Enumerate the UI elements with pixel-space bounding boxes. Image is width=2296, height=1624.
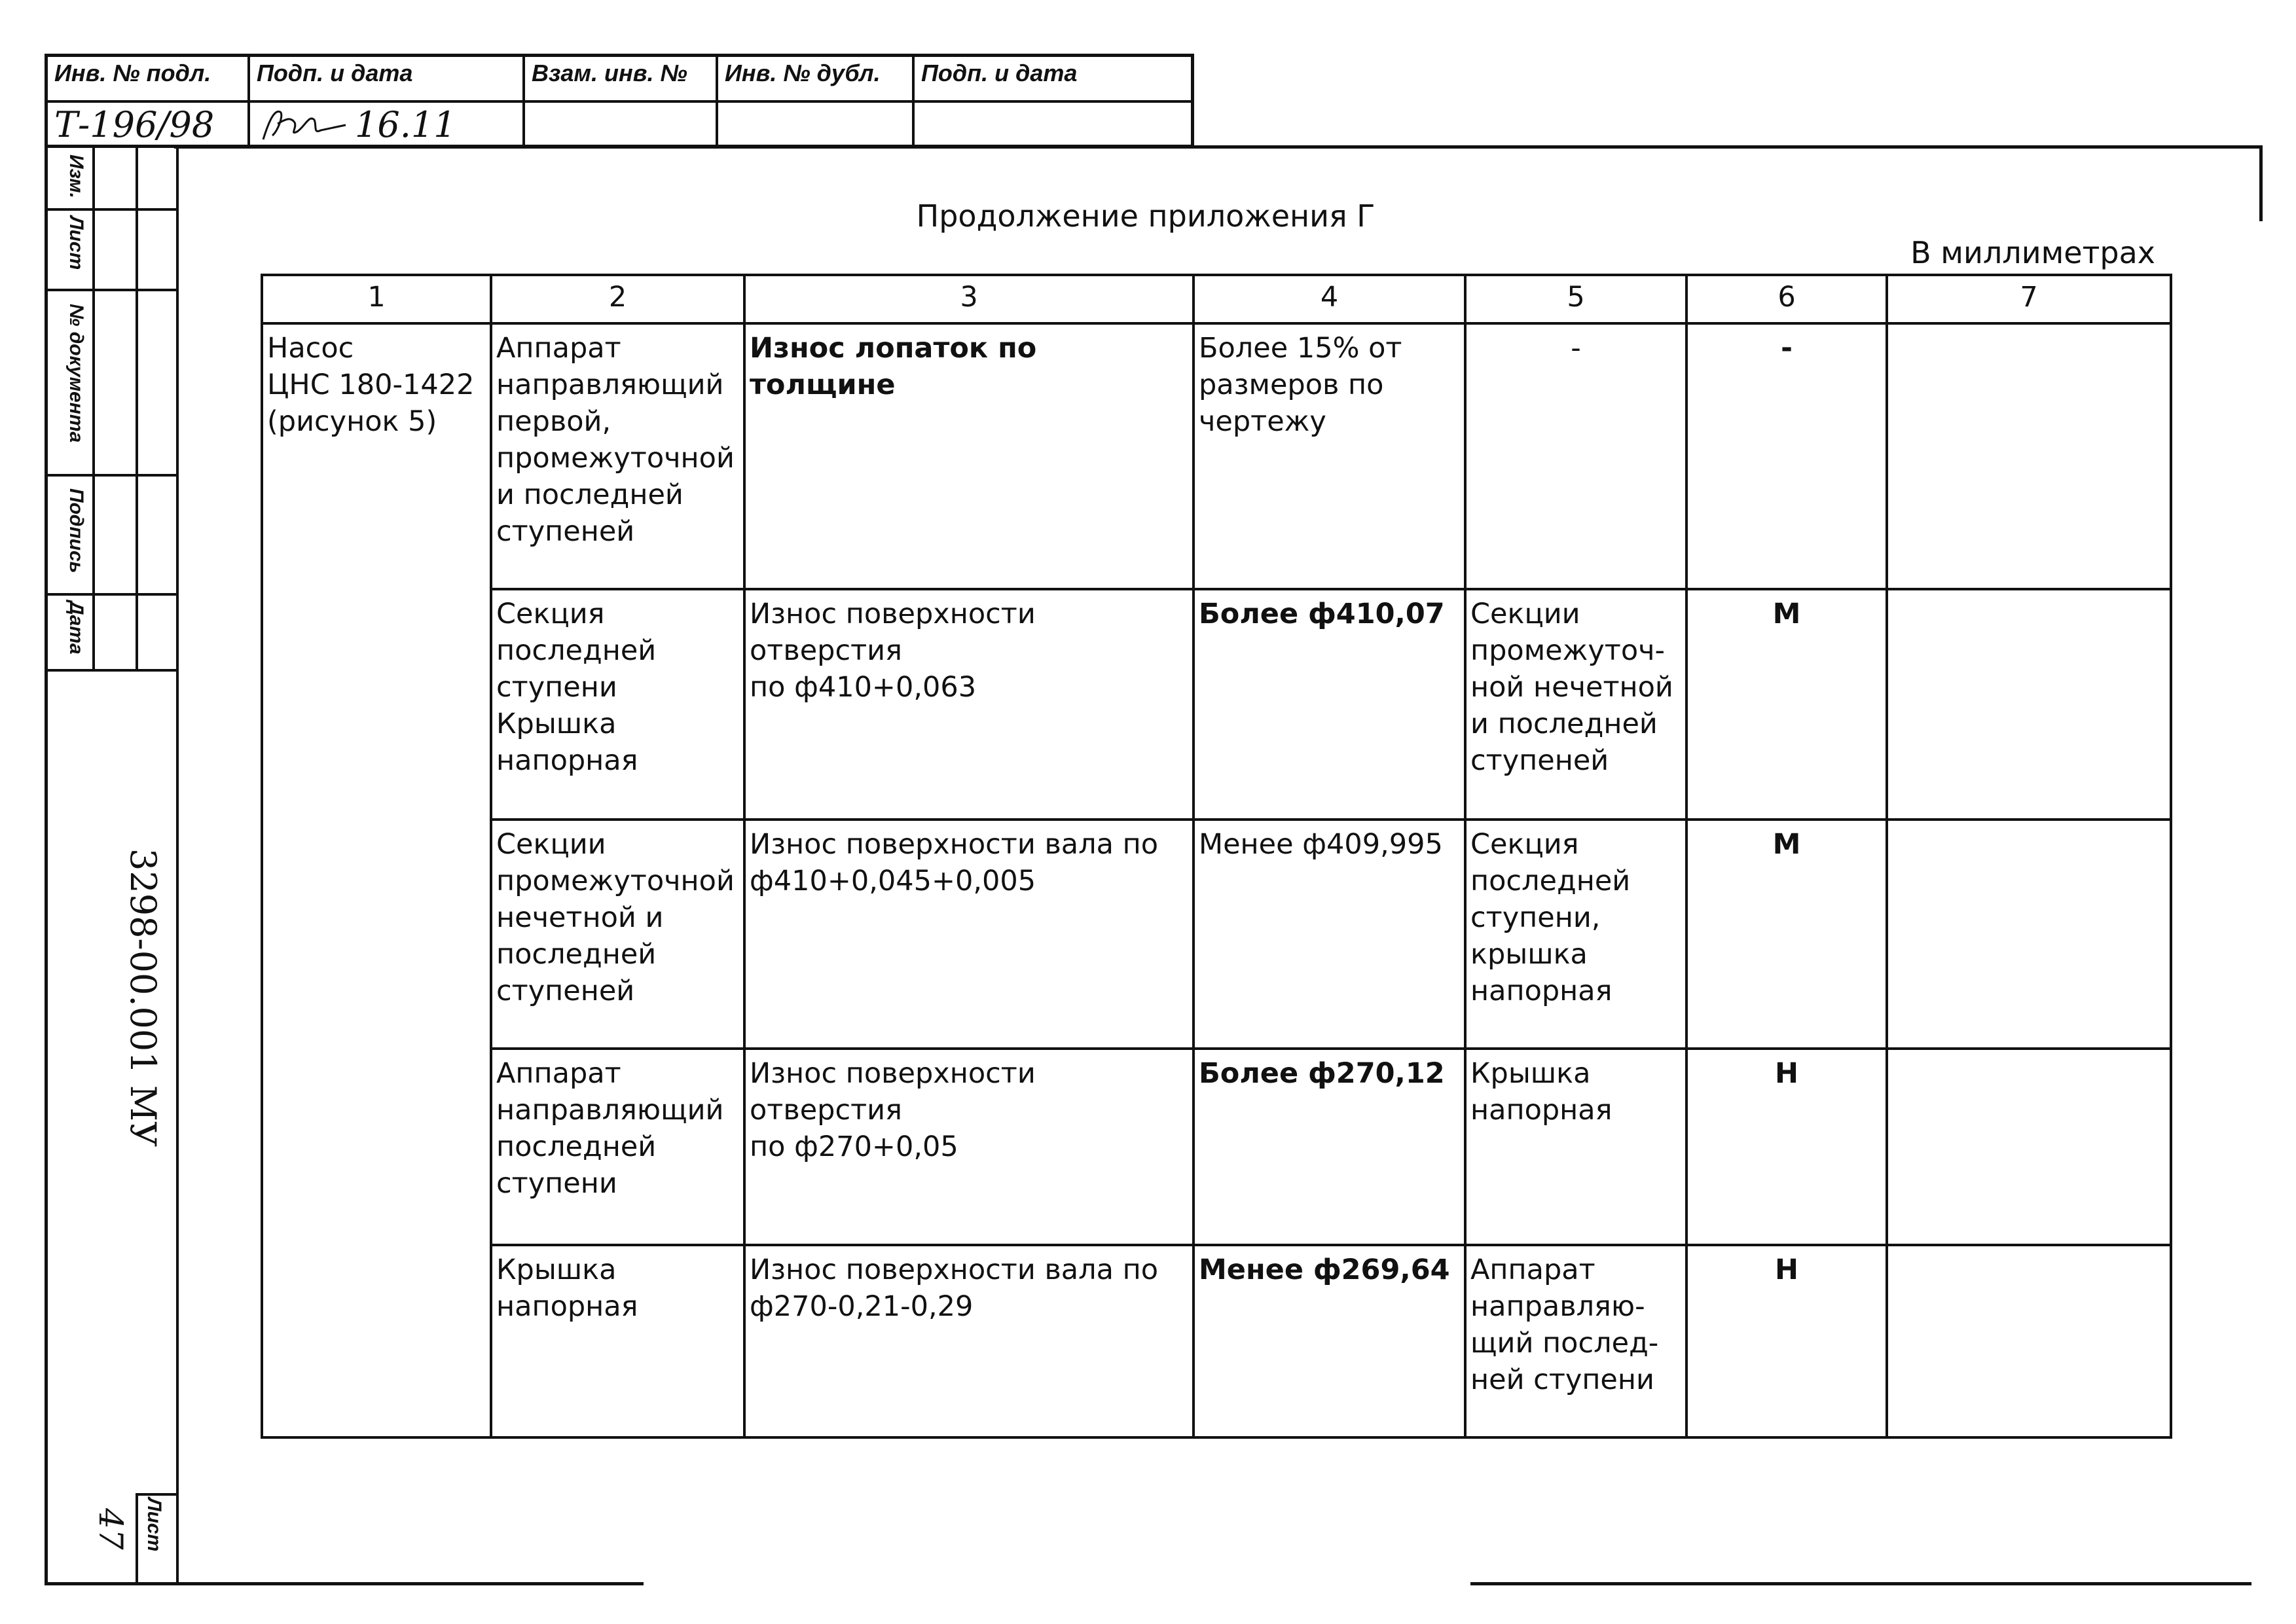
page-title: Продолжение приложения Г	[916, 198, 1376, 234]
header-row	[262, 275, 2171, 323]
criterion-cell: Более ф410,07	[1194, 589, 1465, 820]
column-header: 5	[1465, 275, 1686, 323]
inventory-number: Т-196/98	[54, 104, 215, 145]
note-cell	[1887, 323, 2171, 589]
part-cell: Крышка напорная	[491, 1245, 744, 1437]
column-header: 7	[1887, 275, 2171, 323]
signature-date-cell	[250, 103, 522, 145]
column-header: 1	[262, 275, 491, 323]
criterion-cell: Менее ф269,64	[1194, 1245, 1465, 1437]
column-header: 2	[491, 275, 744, 323]
strip-divider	[136, 148, 138, 669]
mating-part-cell: -	[1465, 323, 1686, 589]
strip-divider	[48, 593, 179, 596]
mating-part-cell: Секция последней ступени, крышка напорная	[1465, 820, 1686, 1049]
criterion-cell: Более ф270,12	[1194, 1049, 1465, 1245]
stamp-header-inv-dup: Инв. № дубл.	[725, 60, 881, 86]
approval-stamp-table	[45, 54, 1194, 148]
strip-divider	[48, 474, 179, 477]
method-mark-cell: Н	[1686, 1049, 1887, 1245]
mating-part-cell: Аппарат направляю- щий послед- ней ступени	[1465, 1245, 1686, 1437]
strip-divider	[136, 1493, 179, 1496]
units-note: В миллиметрах	[1910, 235, 2155, 270]
part-cell: Секция последней ступени Крышка напорная	[491, 589, 744, 820]
strip-label-signature: Подпись	[65, 488, 87, 573]
criterion-cell: Менее ф409,995	[1194, 820, 1465, 1049]
stamp-header-sign-date: Подп. и дата	[257, 60, 413, 86]
table-row	[262, 323, 2171, 589]
frame-bottom-line-right	[1470, 1582, 2251, 1585]
note-cell	[1887, 1049, 2171, 1245]
column-header: 6	[1686, 275, 1887, 323]
strip-divider	[136, 1493, 138, 1585]
stamp-header-replace-inv: Взам. инв. №	[532, 60, 687, 86]
strip-divider	[48, 208, 179, 211]
method-mark-cell: М	[1686, 820, 1887, 1049]
mating-part-cell: Крышка напорная	[1465, 1049, 1686, 1245]
equipment-cell: Насос ЦНС 180-1422 (рисунок 5)	[262, 323, 491, 1437]
defect-cell: Износ лопаток по толщине	[744, 323, 1194, 589]
stamp-header-sign-date-2: Подп. и дата	[921, 60, 1078, 86]
mating-part-cell: Секции промежуточ- ной нечетной и последней ступеней	[1465, 589, 1686, 820]
method-mark-cell: Н	[1686, 1245, 1887, 1437]
defect-cell: Износ поверхности отверстия по ф410+0,063	[744, 589, 1194, 820]
part-cell: Аппарат направляющий последней ступени	[491, 1049, 744, 1245]
frame-bottom-line-left	[45, 1582, 644, 1585]
note-cell	[1887, 820, 2171, 1049]
table-row	[262, 820, 2171, 1049]
defect-cell: Износ поверхности отверстия по ф270+0,05	[744, 1049, 1194, 1245]
defects-table	[261, 274, 2172, 1439]
revision-margin-strip	[45, 148, 175, 1585]
method-mark-cell: М	[1686, 589, 1887, 820]
strip-label-doc-number: № документа	[65, 304, 87, 443]
strip-divider	[92, 148, 95, 669]
column-header: 4	[1194, 275, 1465, 323]
handwritten-signature	[258, 105, 350, 145]
table-row	[262, 589, 2171, 820]
strip-label-date: Дата	[65, 601, 87, 655]
sheet-label: Лист	[143, 1498, 165, 1552]
method-mark-cell: -	[1686, 323, 1887, 589]
strip-divider	[48, 669, 179, 672]
criterion-cell: Более 15% от размеров по чертежу	[1194, 323, 1465, 589]
note-cell	[1887, 1245, 2171, 1437]
frame-top-line	[174, 145, 2263, 149]
signature-date: 16.11	[355, 104, 456, 145]
strip-label-sheet: Лист	[65, 216, 87, 270]
defect-cell: Износ поверхности вала по ф270-0,21-0,29	[744, 1245, 1194, 1437]
column-header: 3	[744, 275, 1194, 323]
strip-divider	[48, 289, 179, 291]
document-code: 3298-00.001 МУ	[122, 848, 164, 1147]
stamp-header-inv-orig: Инв. № подл.	[54, 60, 211, 86]
sheet-number: 47	[92, 1508, 130, 1550]
strip-label-change: Изм.	[65, 154, 87, 199]
table-row	[262, 1049, 2171, 1245]
table-row	[262, 1245, 2171, 1437]
part-cell: Аппарат направляющий первой, промежуточной и последней ступеней	[491, 323, 744, 589]
defect-cell: Износ поверхности вала по ф410+0,045+0,005	[744, 820, 1194, 1049]
frame-right-line	[2259, 145, 2263, 221]
note-cell	[1887, 589, 2171, 820]
part-cell: Секции промежуточной нечетной и последней ступеней	[491, 820, 744, 1049]
